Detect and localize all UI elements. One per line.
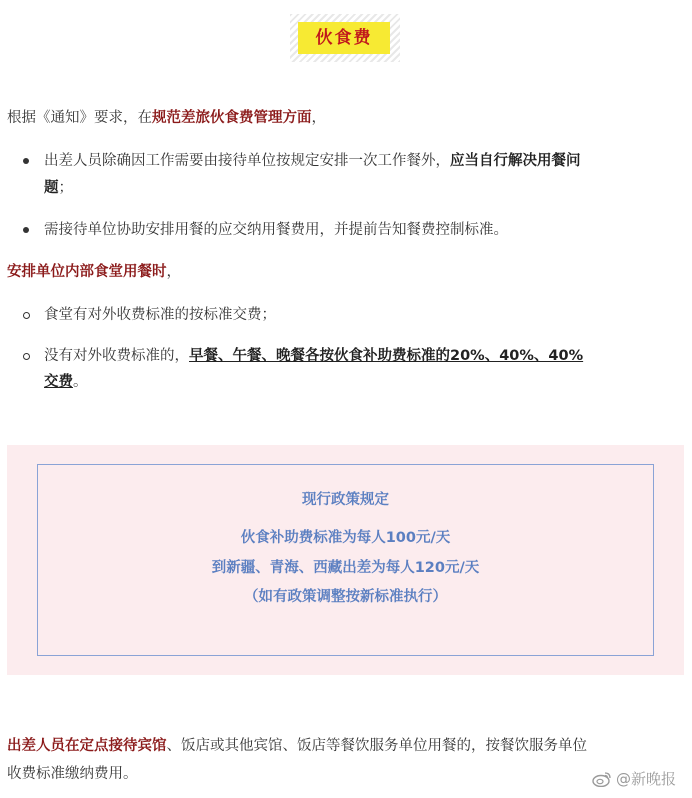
bullet1-line2-plain: ；	[58, 180, 73, 196]
bullet4-line2-plain: 。	[73, 374, 88, 390]
page-title: 伙食费	[298, 22, 390, 54]
intro-paragraph	[7, 106, 326, 130]
bullet-circle-icon	[23, 353, 30, 360]
intro-prefix: 根据《通知》要求，在	[7, 110, 152, 126]
weibo-icon	[592, 771, 612, 787]
bullet4-line1-underlined: 早餐、午餐、晚餐各按伙食补助费标准的20%、40%、40%	[189, 348, 584, 364]
watermark	[592, 768, 676, 789]
bullet-dot-icon	[23, 158, 29, 164]
bullet3-text: 食堂有对外收费标准的按标准交费；	[44, 307, 276, 323]
title-badge	[290, 14, 400, 62]
closing-highlight: 出差人员在定点接待宾馆	[7, 738, 167, 754]
bullet2-text: 需接待单位协助安排用餐的应交纳用餐费用，并提前告知餐费控制标准。	[44, 222, 508, 238]
section2-heading-suffix: ，	[166, 264, 181, 280]
bullet-dot-icon	[23, 227, 29, 233]
section2-heading: 安排单位内部食堂用餐时	[7, 264, 167, 280]
section-heading	[7, 260, 181, 284]
list-item	[44, 303, 276, 327]
closing-paragraph-line2: 收费标准缴纳费用。	[7, 766, 138, 782]
policy-heading: 现行政策规定	[302, 492, 389, 508]
policy-line-1: 伙食补助费标准为每人100元/天	[240, 530, 451, 546]
list-item	[44, 344, 583, 368]
bullet1-line1-bold: 应当自行解决用餐问	[450, 153, 581, 169]
policy-line-2: 到新疆、青海、西藏出差为每人120元/天	[211, 560, 480, 576]
bullet-circle-icon	[23, 312, 30, 319]
bullet4-line2-underlined: 交费	[44, 374, 73, 390]
policy-callout	[37, 464, 654, 656]
list-item	[44, 149, 581, 173]
list-item	[44, 218, 508, 242]
list-item-continuation	[44, 370, 88, 394]
intro-highlight: 规范差旅伙食费管理方面	[152, 110, 312, 126]
watermark-text: @新晚报	[616, 770, 677, 788]
closing-line1: 、饭店或其他宾馆、饭店等餐饮服务单位用餐的，按餐饮服务单位	[166, 738, 587, 754]
intro-suffix: ，	[311, 110, 326, 126]
bullet1-line1-plain: 出差人员除确因工作需要由接待单位按规定安排一次工作餐外，	[44, 153, 450, 169]
list-item-continuation	[44, 176, 73, 200]
bullet4-line1-plain: 没有对外收费标准的，	[44, 348, 189, 364]
title-section	[0, 0, 692, 80]
policy-line-3: （如有政策调整按新标准执行）	[244, 589, 447, 605]
bullet1-line2-bold: 题	[44, 180, 59, 196]
closing-paragraph	[7, 734, 587, 758]
